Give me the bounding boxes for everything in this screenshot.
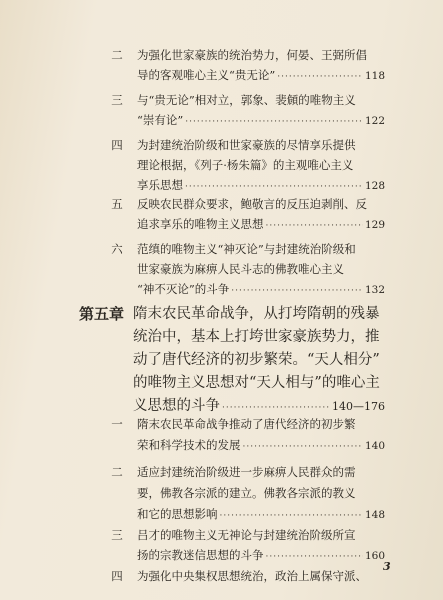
entry-line: 隋末农民革命战争推动了唐代经济的初步繁 [137,417,356,431]
page-number: 132 [364,284,385,296]
page-number: 128 [364,180,385,192]
section-number: 四 [111,138,123,152]
leader-dots [185,176,363,195]
section-number: 六 [111,242,123,256]
entry-line: “崇有论” [137,113,184,127]
leader-dots [266,215,363,234]
entry-line: 为封建统治阶级和世家豪族的尽情享乐提供 [137,138,356,152]
entry-line: “神不灭论”的斗争 [137,282,230,296]
leader-dots [277,66,363,85]
chapter-title-line: 统治中，基本上打垮世家豪族势力，推 [133,329,380,345]
entry-line: 范缜的唯物主义“神灭论”与封建统治阶级和 [137,242,356,256]
section-number: 二 [111,48,123,62]
entry-line: 追求享乐的唯物主义思想 [137,217,264,231]
entry-line: 和它的思想影响 [137,507,218,521]
chapter-number: 第五章 [79,305,125,323]
leader-dots [266,546,363,565]
section-number: 二 [111,465,123,479]
entry-line: 适应封建统治阶级进一步麻痹人民群众的需 [137,465,356,479]
entry-line: 扬的宗教迷信思想的斗争 [137,548,264,562]
chapter-title-line: 义思想的斗争 [133,398,220,414]
page-number: 122 [364,115,385,127]
entry-line: 要，佛教各宗派的建立。佛教各宗派的教义 [137,486,356,500]
page-number: 129 [364,219,385,231]
leader-dots [222,395,330,414]
section-number: 五 [111,197,123,211]
chapter-title-line: 的唯物主义思想对“天人相与”的唯心主 [133,375,380,391]
entry-line: 享乐思想 [137,178,183,192]
leader-dots [231,280,363,299]
section-number: 一 [111,417,123,431]
leader-dots [220,505,363,524]
page-number: 140 [364,440,385,452]
page-number: 118 [364,70,385,82]
section-number: 三 [111,93,123,107]
entry-line: 为强化世家豪族的统治势力，何晏、王弼所倡 [137,48,367,62]
leader-dots [185,111,363,130]
section-number: 四 [111,569,123,583]
entry-line: 世家豪族为麻痹人民斗志的佛教唯心主义 [137,262,344,276]
leader-dots [243,436,363,455]
entry-line: 为强化中央集权思想统治，政治上属保守派、 [137,569,367,583]
page-range: 140—176 [332,400,385,413]
page-number: 160 [364,550,385,562]
chapter-title-line: 隋末农民革命战争，从打垮隋朝的残暴 [133,306,380,322]
entry-line: 导的客观唯心主义“贵无论” [137,68,276,82]
entry-line: 理论根据，《列子·杨朱篇》的主观唯心主义 [137,158,354,172]
page-number: 148 [364,509,385,521]
entry-line: 吕才的唯物主义无神论与封建统治阶级所宣 [137,528,356,542]
entry-line: 与“贵无论”相对立，郭象、裴頠的唯物主义 [137,93,356,107]
entry-line: 反映农民群众要求，鲍敬言的反压迫剥削、反 [137,197,367,211]
chapter-title-line: 动了唐代经济的初步繁荣。“天人相分” [133,352,380,368]
section-number: 三 [111,528,123,542]
page-folio: 3 [383,560,391,573]
entry-line: 荣和科学技术的发展 [137,438,241,452]
